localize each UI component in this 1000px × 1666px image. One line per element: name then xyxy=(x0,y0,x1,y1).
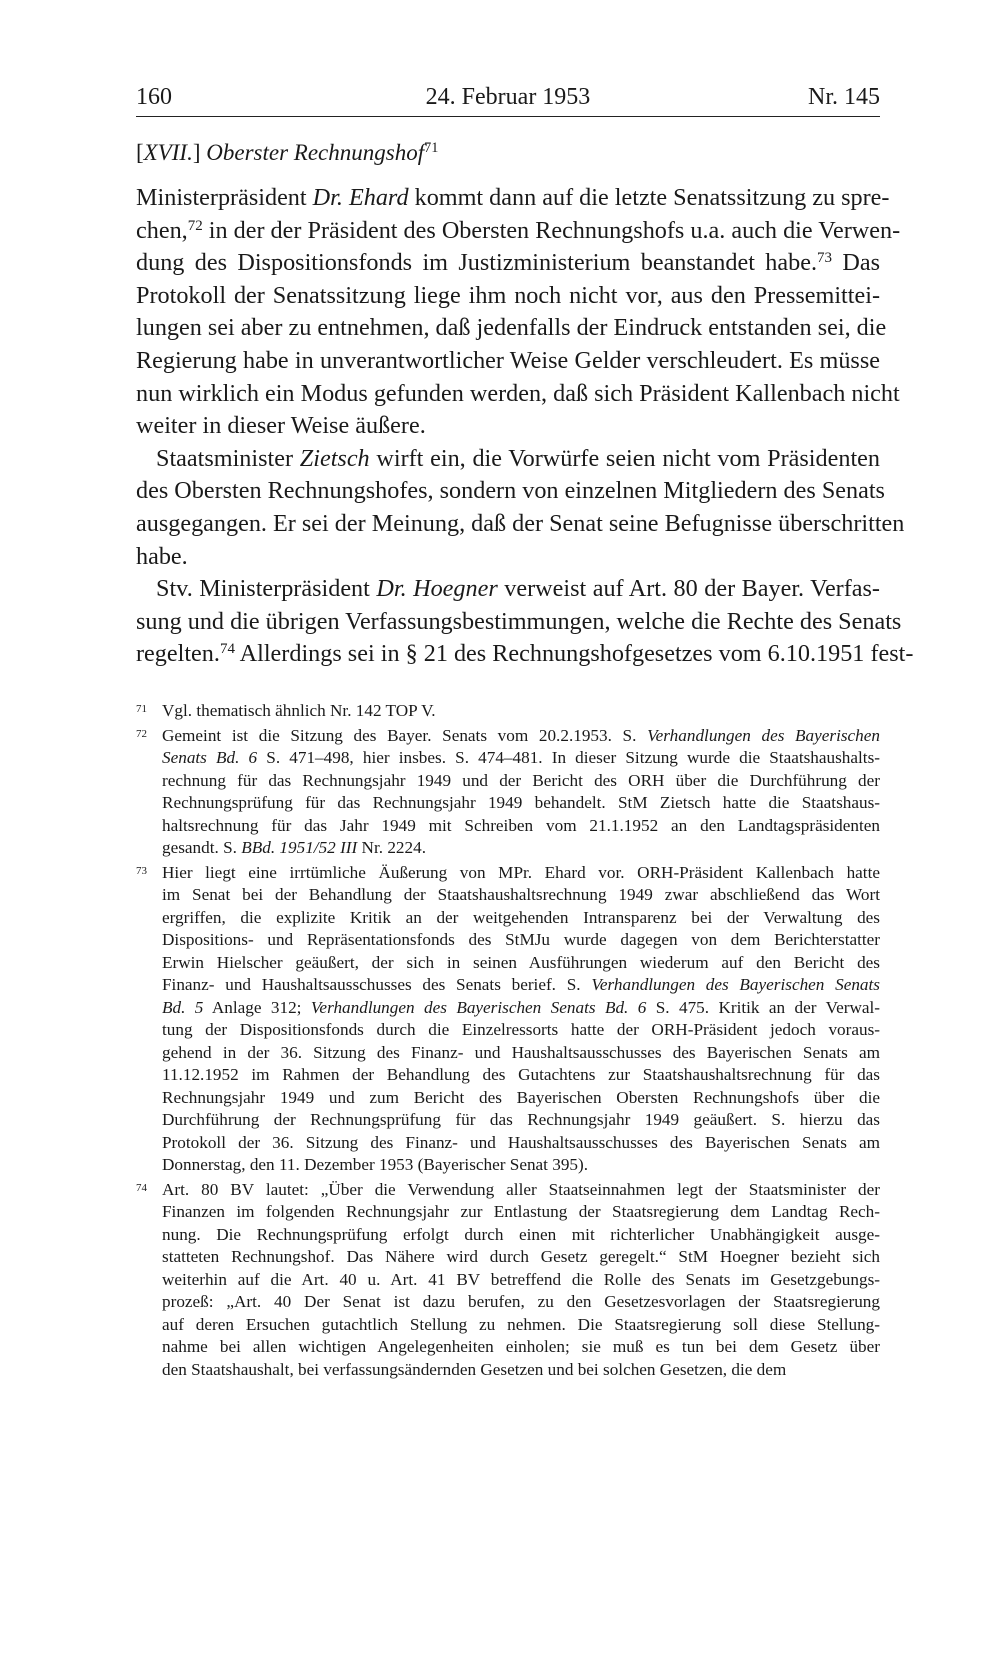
section-label: [XVII.] xyxy=(136,140,201,165)
footnote-line: Durchführung der Rechnungsprüfung für das Rechnungsjahr 1949 geäußert. S. hierzu das xyxy=(162,1110,880,1129)
text-line: des Obersten Rechnungshofes, sondern von einzelnen Mitgliedern des Senats xyxy=(136,477,885,505)
text-line: Ministerpräsident Dr. Ehard kommt dann auf die letzte Senatssitzung zu spre- xyxy=(136,184,890,211)
footnote-72 xyxy=(136,725,880,860)
footnote-line: Rechnungsjahr 1949 und zum Bericht des Bayerischen Obersten Rechnungshofs über die xyxy=(162,1087,880,1107)
text-line: Protokoll der Senatssitzung liege ihm noch nicht vor, aus den Pressemittei- xyxy=(136,281,880,309)
footnote-line: Erwin Hielscher geäußert, der sich in seinen Ausführungen wiederum auf den Bericht des xyxy=(162,952,880,972)
footnote-line: Donnerstag, den 11. Dezember 1953 (Bayerischer Senat 395). xyxy=(162,1155,589,1174)
footnote-line: gehend in der 36. Sitzung des Finanz- und Haushaltsausschusses des Bayerischen Senats am xyxy=(162,1042,880,1062)
footnote-line: Dispositions- und Repräsentationsfonds des StMJu wurde dagegen von dem Berichterstatter xyxy=(162,930,880,949)
text-line: weiter in dieser Weise äußere. xyxy=(136,412,426,440)
text-line: habe. xyxy=(136,542,188,570)
page-number: 160 xyxy=(136,84,172,110)
main-text xyxy=(136,182,914,671)
footnote-line: Finanz- und Haushaltsausschusses des Senats berief. S. Verhandlungen des Bayerischen Senats xyxy=(162,975,880,994)
footnote-ref[interactable]: 72 xyxy=(187,217,203,234)
footnote-line: weiterhin auf die Art. 40 u. Art. 41 BV betreffend die Rolle des Senats im Gesetzgebungs- xyxy=(162,1269,880,1289)
paragraph-ehard xyxy=(136,182,901,443)
text-line: dung des Dispositionsfonds im Justizministerium beanstandet habe.$^{73}$ Das xyxy=(136,249,880,277)
footnote-ref[interactable]: 73 xyxy=(817,249,832,266)
text-line: ausgegangen. Er sei der Meinung, daß der Senat seine Befugnisse überschritten xyxy=(136,509,905,537)
footnote-73 xyxy=(136,862,880,1177)
footnote-ref[interactable]: 71 xyxy=(424,140,439,157)
footnote-number: 72 xyxy=(136,727,147,740)
text-line: chen,$^{72}$ in der der Präsident des Obersten Rechnungshofs u.a. auch die Verwen- xyxy=(136,216,901,244)
footnote-line: Finanzen im folgenden Rechnungsjahr zur Entlastung der Staatsregierung dem Landtag Rech- xyxy=(162,1202,880,1221)
footnote-line: Hier liegt eine irrtümliche Äußerung von MPr. Ehard vor. ORH-Präsident Kallenbach hatte xyxy=(162,862,880,882)
footnote-line: im Senat bei der Behandlung der Staatshaushaltsrechnung 1949 zwar abschließend das Wort xyxy=(162,885,880,904)
paragraph-zietsch xyxy=(136,443,905,573)
section-title-text: Oberster Rechnungshof xyxy=(206,140,425,165)
footnote-line: ergriffen, die explizite Kritik an der weitgehenden Intransparenz bei der Verwaltung des xyxy=(162,907,880,927)
document-number: Nr. 145 xyxy=(808,84,880,110)
text-line: regelten.$^{74}$ Allerdings sei in § 21 des Rechnungshofgesetzes vom 6.10.1951 fest- xyxy=(136,640,914,668)
paragraph-hoegner xyxy=(136,573,914,671)
footnote-line: statteten Rechnungshof. Das Nähere wird durch Gesetz geregelt.“ StM Hoegner bezieht sich xyxy=(162,1247,880,1266)
footnote-71 xyxy=(136,700,880,723)
running-header xyxy=(136,80,880,117)
footnote-line: rechnung für das Rechnungsjahr 1949 und der Bericht des ORH über die Durchführung der xyxy=(162,770,880,790)
section-heading xyxy=(136,140,438,166)
footnote-74 xyxy=(136,1179,880,1382)
footnote-line: haltsrechnung für das Jahr 1949 mit Schreiben vom 21.1.1952 an den Landtagspräsidenten xyxy=(162,815,880,835)
footnote-line: nung. Die Rechnungsprüfung erfolgt durch einen mit richterlicher Unabhängigkeit ausge- xyxy=(162,1224,880,1244)
footnote-line: Protokoll der 36. Sitzung des Finanz- und Haushaltsausschusses des Bayerischen Senats am xyxy=(162,1132,880,1152)
footnote-line: Vgl. thematisch ähnlich Nr. 142 TOP V. xyxy=(162,701,436,720)
footnote-number: 71 xyxy=(136,703,147,715)
person-name: Dr. Ehard xyxy=(312,184,409,211)
text-line: Stv. Ministerpräsident Dr. Hoegner verweist auf Art. 80 der Bayer. Verfas- xyxy=(156,575,880,603)
footnotes-section xyxy=(136,700,880,1383)
footnote-line: Art. 80 BV lautet: „Über die Verwendung aller Staatseinnahmen legt der Staatsminister der xyxy=(162,1179,880,1199)
footnote-line: gesandt. S. BBd. 1951/52 III Nr. 2224. xyxy=(162,838,426,857)
footnote-line: den Staatshaushalt, bei verfassungsändernden Gesetzen und bei solchen Gesetzen, die dem xyxy=(162,1359,787,1379)
footnote-number: 73 xyxy=(136,864,147,877)
person-name: Zietsch xyxy=(299,444,370,472)
footnote-line: Bd. 5 Anlage 312; Verhandlungen des Bayerischen Senats Bd. 6 S. 475. Kritik an der Verwal- xyxy=(162,997,880,1017)
footnote-line: Gemeint ist die Sitzung des Bayer. Senats vom 20.2.1953. S. Verhandlungen des Bayerischen xyxy=(162,725,880,745)
footnote-number: 74 xyxy=(136,1181,147,1194)
text-line: sung und die übrigen Verfassungsbestimmungen, welche die Rechte des Senats xyxy=(136,607,902,635)
footnote-line: Rechnungsprüfung für das Rechnungsjahr 1949 behandelt. StM Zietsch hatte die Staatshaus- xyxy=(162,793,880,812)
text-line: lungen sei aber zu entnehmen, daß jedenfalls der Eindruck entstanden sei, die xyxy=(136,314,887,342)
text-line: nun wirklich ein Modus gefunden werden, daß sich Präsident Kallenbach nicht xyxy=(136,379,900,407)
footnote-line: 11.12.1952 im Rahmen der Behandlung des Gutachtens zur Staatshaushaltsrechnung für das xyxy=(162,1065,880,1084)
footnote-line: tung der Dispositionsfonds durch die Einzelressorts hatte der ORH-Präsident jedoch voraus- xyxy=(162,1020,880,1039)
footnote-line: prozeß: „Art. 40 Der Senat ist dazu berufen, zu den Gesetzesvorlagen der Staatsregierung xyxy=(162,1292,880,1311)
header-date: 24. Februar 1953 xyxy=(425,84,591,110)
person-name: Dr. Hoegner xyxy=(376,575,498,603)
footnote-line: nahme bei allen wichtigen Angelegenheiten einholen; sie muß es tun bei dem Gesetz über xyxy=(162,1337,880,1356)
footnote-line: auf deren Ersuchen gutachtlich Stellung zu nehmen. Die Staatsregierung soll diese Stellung- xyxy=(162,1314,880,1334)
text-line: Regierung habe in unverantwortlicher Weise Gelder verschleudert. Es müsse xyxy=(136,346,880,374)
footnote-ref[interactable]: 74 xyxy=(219,641,235,658)
text-line: Staatsminister Zietsch wirft ein, die Vorwürfe seien nicht vom Präsidenten xyxy=(156,444,880,472)
footnote-line: Senats Bd. 6 S. 471–498, hier insbes. S. 474–481. In dieser Sitzung wurde die Staatshaushalts- xyxy=(162,748,880,767)
